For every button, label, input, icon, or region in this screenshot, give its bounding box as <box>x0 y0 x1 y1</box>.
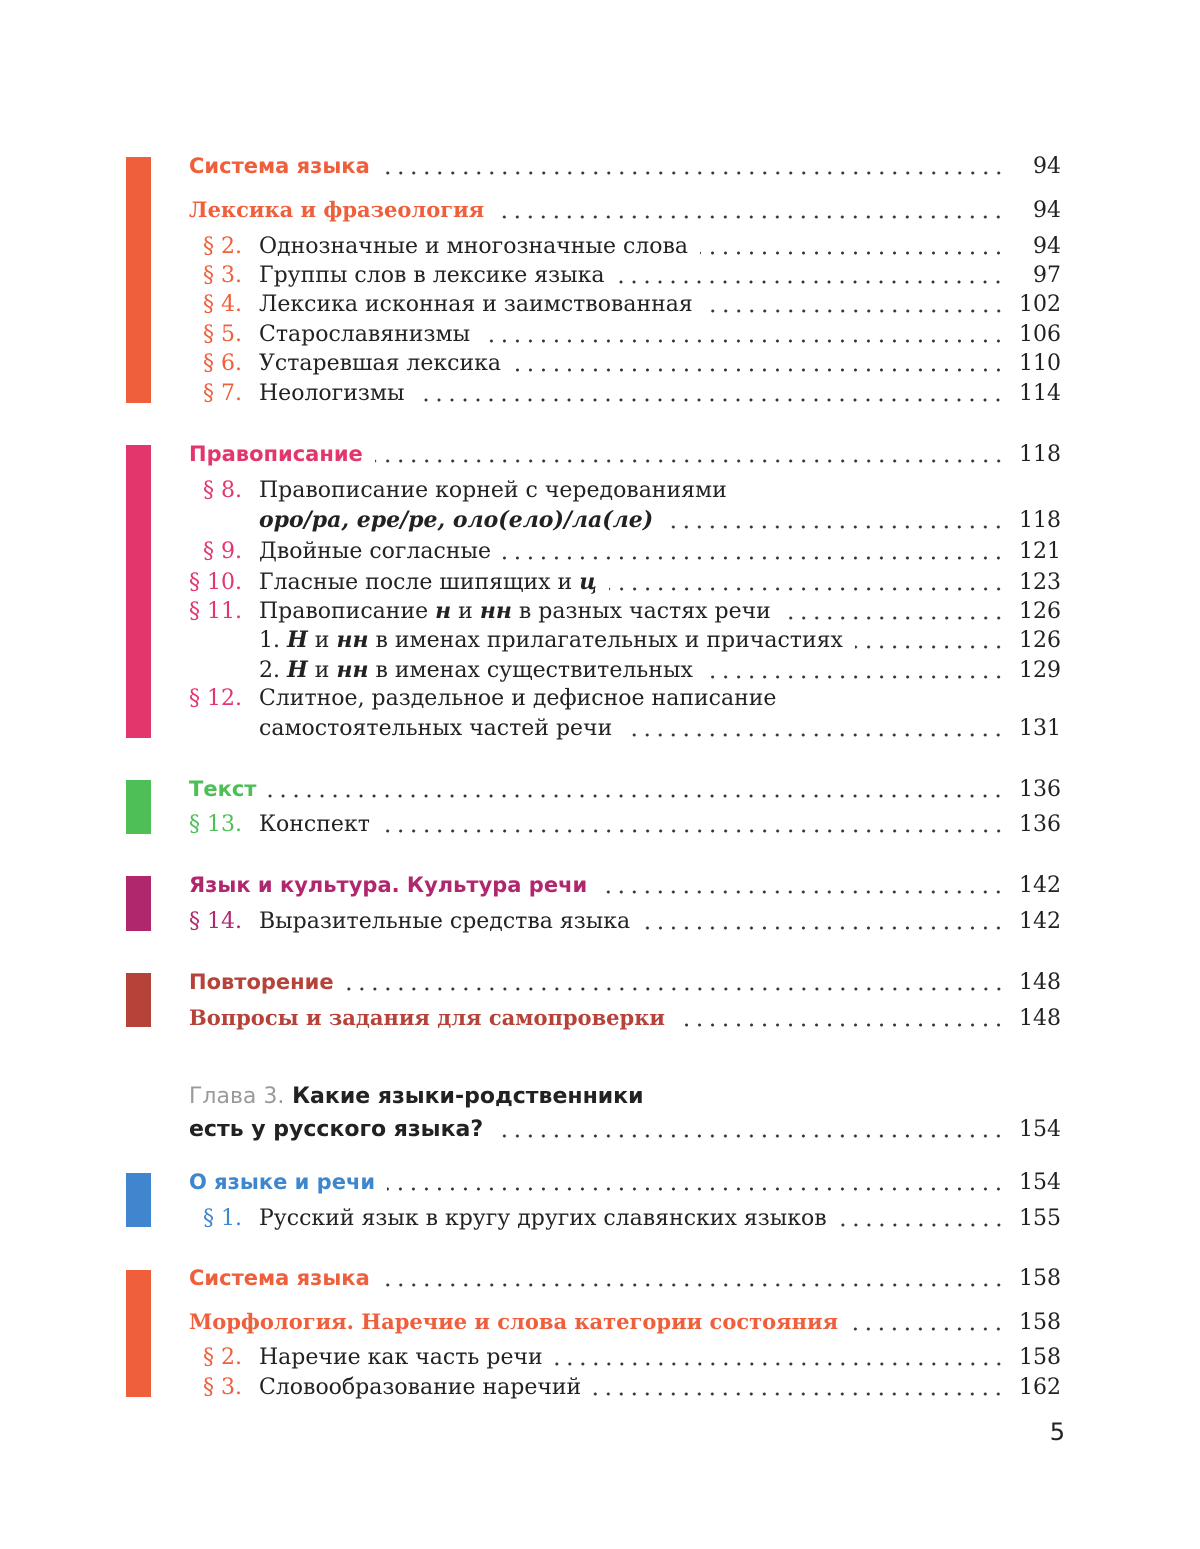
toc-entry-sistema-2[interactable] <box>189 1263 1061 1294</box>
entry-title-italic: нн <box>336 657 369 683</box>
section-bar-sistema-2 <box>126 1270 151 1397</box>
paragraph-number: § 3. <box>203 1375 242 1400</box>
dot-leader <box>513 368 1005 372</box>
toc-entry-sistema[interactable] <box>189 151 1061 182</box>
entry-title-text: в именах прилагательных и причастиях <box>368 628 843 653</box>
page-ref: 148 <box>1019 1006 1061 1031</box>
toc-entry-p8-line2[interactable] <box>189 505 1061 536</box>
entry-title <box>189 655 693 686</box>
toc-entry-p9[interactable] <box>189 537 1061 567</box>
entry-title: Слитное, раздельное и дефисное написание <box>259 686 777 711</box>
section-title: Повторение <box>189 970 334 994</box>
page-ref: 123 <box>1019 570 1061 595</box>
dot-leader <box>375 459 1005 463</box>
dot-leader <box>705 309 1005 313</box>
paragraph-number: § 7. <box>203 381 242 406</box>
subsection-title: Морфология. Наречие и слова категории состояния <box>189 1309 839 1334</box>
page-ref: 121 <box>1019 539 1061 564</box>
dot-leader <box>262 794 1005 798</box>
page-ref: 102 <box>1019 292 1061 317</box>
page-ref: 94 <box>1033 198 1061 223</box>
toc-entry-p11-sub1[interactable] <box>189 625 1061 656</box>
dot-leader <box>387 1187 1005 1191</box>
toc-entry-p2[interactable] <box>189 232 1061 262</box>
paragraph-number: § 12. <box>189 686 242 711</box>
dot-leader <box>416 398 1005 402</box>
entry-title-italic: ц <box>579 569 597 595</box>
page-ref: 155 <box>1019 1206 1061 1231</box>
page-ref: 154 <box>1019 1117 1061 1142</box>
entry-title: Неологизмы <box>259 381 405 406</box>
dot-leader <box>495 1134 1005 1138</box>
paragraph-number: § 2. <box>203 234 242 259</box>
toc-entry-p12-line1[interactable] <box>189 684 1061 714</box>
page-ref: 148 <box>1019 970 1061 995</box>
dot-leader <box>839 1223 1005 1227</box>
entry-title-text: Гласные после шипящих и <box>259 570 580 595</box>
section-bar-povtorenie <box>126 973 151 1027</box>
chapter-title-line1: Какие языки-родственники <box>292 1084 644 1109</box>
section-title: Язык и культура. Культура речи <box>189 873 588 897</box>
toc-entry-ch3-p3[interactable] <box>189 1373 1061 1403</box>
toc-entry-p8-line1[interactable] <box>189 476 1061 506</box>
paragraph-number: § 13. <box>189 812 242 837</box>
section-title: О языке и речи <box>189 1170 376 1194</box>
dot-leader <box>382 1283 1005 1287</box>
toc-entry-ch3-p1[interactable] <box>189 1204 1061 1234</box>
entry-title-text: и <box>451 599 480 624</box>
entry-title: Однозначные и многозначные слова <box>259 234 688 259</box>
entry-title: Устаревшая лексика <box>259 351 502 376</box>
page-ref: 106 <box>1019 322 1061 347</box>
entry-title: Старославянизмы <box>259 322 471 347</box>
paragraph-number: § 3. <box>203 263 242 288</box>
paragraph-number: § 11. <box>189 599 242 624</box>
page-ref: 94 <box>1033 154 1061 179</box>
paragraph-number: § 8. <box>203 478 242 503</box>
dot-leader <box>599 890 1005 894</box>
page-ref: 154 <box>1019 1170 1061 1195</box>
dot-leader <box>503 556 1005 560</box>
toc-entry-leksika[interactable] <box>189 195 1061 226</box>
toc-entry-p10[interactable] <box>189 567 1061 598</box>
chapter-title-line2: есть у русского языка? <box>189 1117 484 1142</box>
dot-leader <box>624 733 1005 737</box>
dot-leader <box>677 1023 1005 1027</box>
entry-title-text: в разных частях речи <box>511 599 771 624</box>
toc-entry-p13[interactable] <box>189 810 1061 840</box>
toc-entry-p6[interactable] <box>189 349 1061 379</box>
section-title: Текст <box>189 777 257 801</box>
dot-leader <box>850 1327 1005 1331</box>
dot-leader <box>593 1392 1005 1396</box>
dot-leader <box>609 587 1005 591</box>
chapter-heading[interactable] <box>189 1082 644 1112</box>
section-title: Система языка <box>189 1266 370 1290</box>
entry-title: Русский язык в кругу других славянских языков <box>259 1206 827 1231</box>
page-ref: 118 <box>1019 442 1061 467</box>
page-ref: 97 <box>1033 263 1061 288</box>
page-number: 5 <box>1049 1418 1065 1446</box>
dot-leader <box>496 215 1005 219</box>
entry-title-italic: Н <box>286 627 308 653</box>
entry-title: Лексика исконная и заимствованная <box>259 292 693 317</box>
page-ref: 142 <box>1019 909 1061 934</box>
entry-title-continued: оро/ра, ере/ре, оло(ело)/ла(ле) <box>259 507 654 533</box>
page-ref: 158 <box>1019 1345 1061 1370</box>
entry-title <box>259 596 771 627</box>
toc-entry-ch3-p2[interactable] <box>189 1343 1061 1373</box>
dot-leader <box>616 280 1005 284</box>
paragraph-number: § 9. <box>203 539 242 564</box>
paragraph-number: § 2. <box>203 1345 242 1370</box>
paragraph-number: § 5. <box>203 322 242 347</box>
toc-entry-tekst[interactable] <box>189 774 1061 805</box>
toc-entry-pravopisanie[interactable] <box>189 439 1061 470</box>
dot-leader <box>346 987 1005 991</box>
toc-entry-voprosy[interactable] <box>189 1003 1061 1034</box>
entry-title: Правописание корней с чередованиями <box>259 478 727 503</box>
page-ref: 110 <box>1019 351 1061 376</box>
page-ref: 142 <box>1019 873 1061 898</box>
toc-entry-p3[interactable] <box>189 261 1061 291</box>
section-title: Система языка <box>189 154 370 178</box>
section-bar-sistema <box>126 157 151 403</box>
entry-title-text: 2. <box>259 658 287 683</box>
toc-entry-p5[interactable] <box>189 320 1061 350</box>
page-ref: 131 <box>1019 716 1061 741</box>
toc-entry-p4[interactable] <box>189 290 1061 320</box>
dot-leader <box>555 1362 1005 1366</box>
entry-title-italic: нн <box>336 627 369 653</box>
dot-leader <box>482 339 1005 343</box>
entry-title-text: в именах существительных <box>368 658 693 683</box>
subsection-title: Вопросы и задания для самопроверки <box>189 1005 665 1030</box>
paragraph-number: § 4. <box>203 292 242 317</box>
paragraph-number: § 14. <box>189 909 242 934</box>
page-ref: 129 <box>1019 658 1061 683</box>
dot-leader <box>855 645 1005 649</box>
paragraph-number: § 6. <box>203 351 242 376</box>
page-ref: 136 <box>1019 777 1061 802</box>
paragraph-number: § 1. <box>203 1206 242 1231</box>
page-ref: 94 <box>1033 234 1061 259</box>
toc-entry-p11-sub2[interactable] <box>189 655 1061 686</box>
entry-title-text: и <box>307 658 337 683</box>
toc-entry-p11[interactable] <box>189 596 1061 627</box>
entry-title-text: и <box>307 628 337 653</box>
entry-title-continued: самостоятельных частей речи <box>259 716 613 741</box>
entry-title: Группы слов в лексике языка <box>259 263 605 288</box>
dot-leader <box>642 926 1005 930</box>
dot-leader <box>783 616 1005 620</box>
entry-title: Наречие как часть речи <box>259 1345 543 1370</box>
entry-title: Словообразование наречий <box>259 1375 582 1400</box>
entry-title-italic: нн <box>479 598 512 624</box>
entry-title-text: 1. <box>259 628 287 653</box>
toc-entry-p12-line2[interactable] <box>189 714 1061 744</box>
dot-leader <box>382 171 1005 175</box>
section-bar-kultura <box>126 876 151 931</box>
entry-title-text: Правописание <box>259 599 436 624</box>
toc-entry-kultura[interactable] <box>189 870 1061 901</box>
page-ref: 118 <box>1019 508 1061 533</box>
section-bar-tekst <box>126 780 151 834</box>
section-bar-o-yazyke <box>126 1173 151 1227</box>
section-bar-pravopisanie <box>126 445 151 738</box>
dot-leader <box>382 829 1005 833</box>
entry-title: Конспект <box>259 812 370 837</box>
entry-title-italic: Н <box>286 657 308 683</box>
page-ref: 158 <box>1019 1310 1061 1335</box>
dot-leader <box>700 251 1005 255</box>
entry-title-italic: н <box>435 598 452 624</box>
section-title: Правописание <box>189 442 363 466</box>
entry-title: Двойные согласные <box>259 539 492 564</box>
dot-leader <box>665 525 1005 529</box>
entry-title <box>189 625 843 656</box>
toc-entry-o-yazyke[interactable] <box>189 1167 1061 1198</box>
toc-entry-chapter3[interactable] <box>189 1115 1061 1145</box>
toc-entry-morfologiya[interactable] <box>189 1307 1061 1338</box>
entry-title <box>259 567 597 598</box>
toc-entry-povtorenie[interactable] <box>189 967 1061 998</box>
toc-entry-p7[interactable] <box>189 379 1061 409</box>
page-ref: 114 <box>1019 381 1061 406</box>
toc-entry-p14[interactable] <box>189 907 1061 937</box>
page-ref: 126 <box>1019 599 1061 624</box>
dot-leader <box>705 675 1005 679</box>
page-ref: 136 <box>1019 812 1061 837</box>
paragraph-number: § 10. <box>189 570 242 595</box>
page-ref: 126 <box>1019 628 1061 653</box>
page-ref: 158 <box>1019 1266 1061 1291</box>
subsection-title: Лексика и фразеология <box>189 197 485 222</box>
page-ref: 162 <box>1019 1375 1061 1400</box>
entry-title: Выразительные средства языка <box>259 909 631 934</box>
chapter-label: Глава 3. <box>189 1084 285 1109</box>
